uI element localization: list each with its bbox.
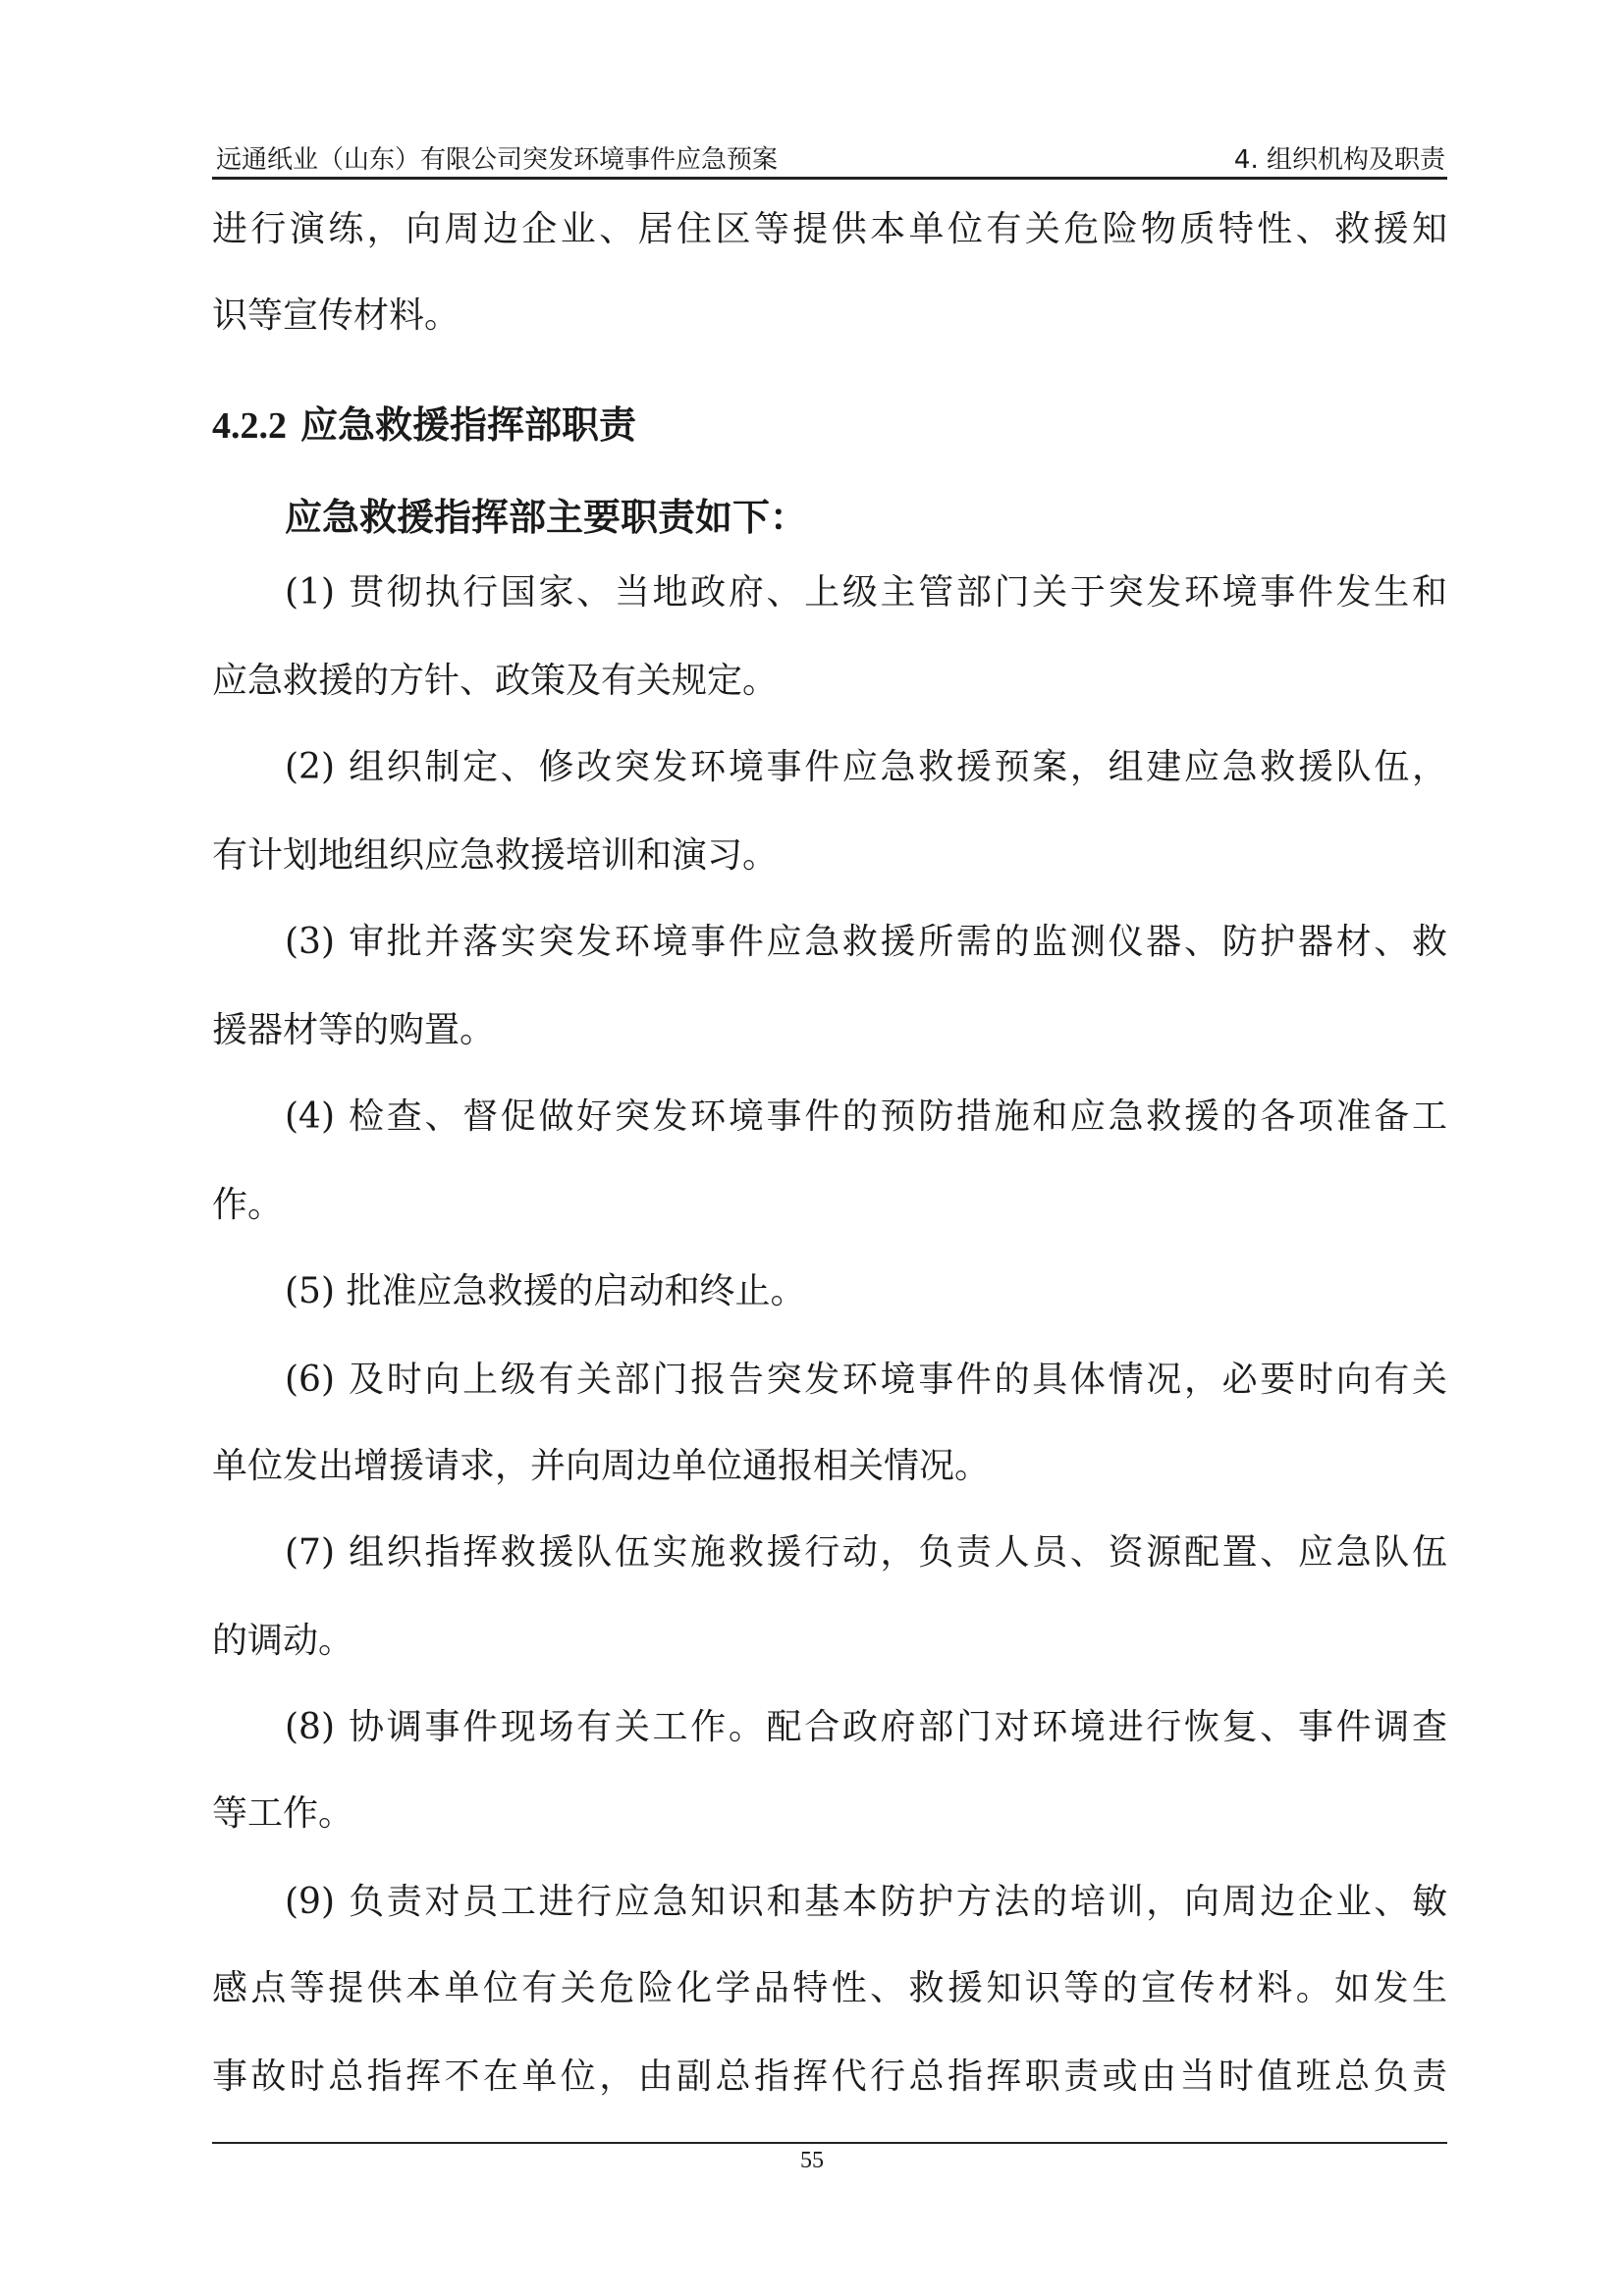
page-header xyxy=(212,135,1447,175)
list-item-4-line: (4) 检查、督促做好突发环境事件的预防措施和应急救援的各项准备工 xyxy=(285,1096,1447,1137)
intro-heading: 应急救援指挥部主要职责如下： xyxy=(285,495,808,539)
list-item-4-line: 作。 xyxy=(212,1185,284,1225)
list-item-9-line: 事故时总指挥不在单位，由副总指挥代行总指挥职责或由当时值班总负责 xyxy=(212,2056,1447,2097)
list-item-8-line: 等工作。 xyxy=(212,1793,354,1834)
list-item-3-line: (3) 审批并落实突发环境事件应急救援所需的监测仪器、防护器材、救 xyxy=(285,922,1447,962)
list-item-6-line: 单位发出增援请求，并向周边单位通报相关情况。 xyxy=(212,1446,991,1486)
header-rule xyxy=(212,177,1447,180)
section-title: 应急救援指挥部职责 xyxy=(300,402,637,447)
list-item-7-line: 的调动。 xyxy=(212,1621,354,1661)
list-item-1-line: (1) 贯彻执行国家、当地政府、上级主管部门关于突发环境事件发生和 xyxy=(285,572,1447,613)
list-item-3-line: 援器材等的购置。 xyxy=(212,1010,496,1050)
list-item-6-line: (6) 及时向上级有关部门报告突发环境事件的具体情况，必要时向有关 xyxy=(285,1360,1447,1400)
section-number: 4.2.2 xyxy=(212,405,287,447)
paragraph-line: 识等宣传材料。 xyxy=(212,295,460,336)
list-item-8-line: (8) 协调事件现场有关工作。配合政府部门对环境进行恢复、事件调查 xyxy=(285,1707,1447,1747)
header-document-title: 远通纸业（山东）有限公司突发环境事件应急预案 xyxy=(216,145,779,175)
list-item-2-line: 有计划地组织应急救援培训和演习。 xyxy=(212,835,779,876)
header-chapter-title: 4. 组织机构及职责 xyxy=(1233,145,1445,175)
page-number: 55 xyxy=(800,2148,824,2173)
section-heading xyxy=(212,395,636,449)
list-item-7-line: (7) 组织指挥救援队伍实施救援行动，负责人员、资源配置、应急队伍 xyxy=(285,1532,1447,1573)
footer-rule xyxy=(212,2142,1447,2144)
list-item-2-line: (2) 组织制定、修改突发环境事件应急救援预案，组建应急救援队伍， xyxy=(285,747,1447,787)
list-item-9-line: (9) 负责对员工进行应急知识和基本防护方法的培训，向周边企业、敏 xyxy=(285,1882,1447,1922)
list-item-5-line: (5) 批准应急救援的启动和终止。 xyxy=(285,1271,806,1311)
list-item-9-line: 感点等提供本单位有关危险化学品特性、救援知识等的宣传材料。如发生 xyxy=(212,1968,1447,2008)
list-item-1-line: 应急救援的方针、政策及有关规定。 xyxy=(212,661,779,701)
paragraph-line: 进行演练，向周边企业、居住区等提供本单位有关危险物质特性、救援知 xyxy=(212,209,1447,249)
